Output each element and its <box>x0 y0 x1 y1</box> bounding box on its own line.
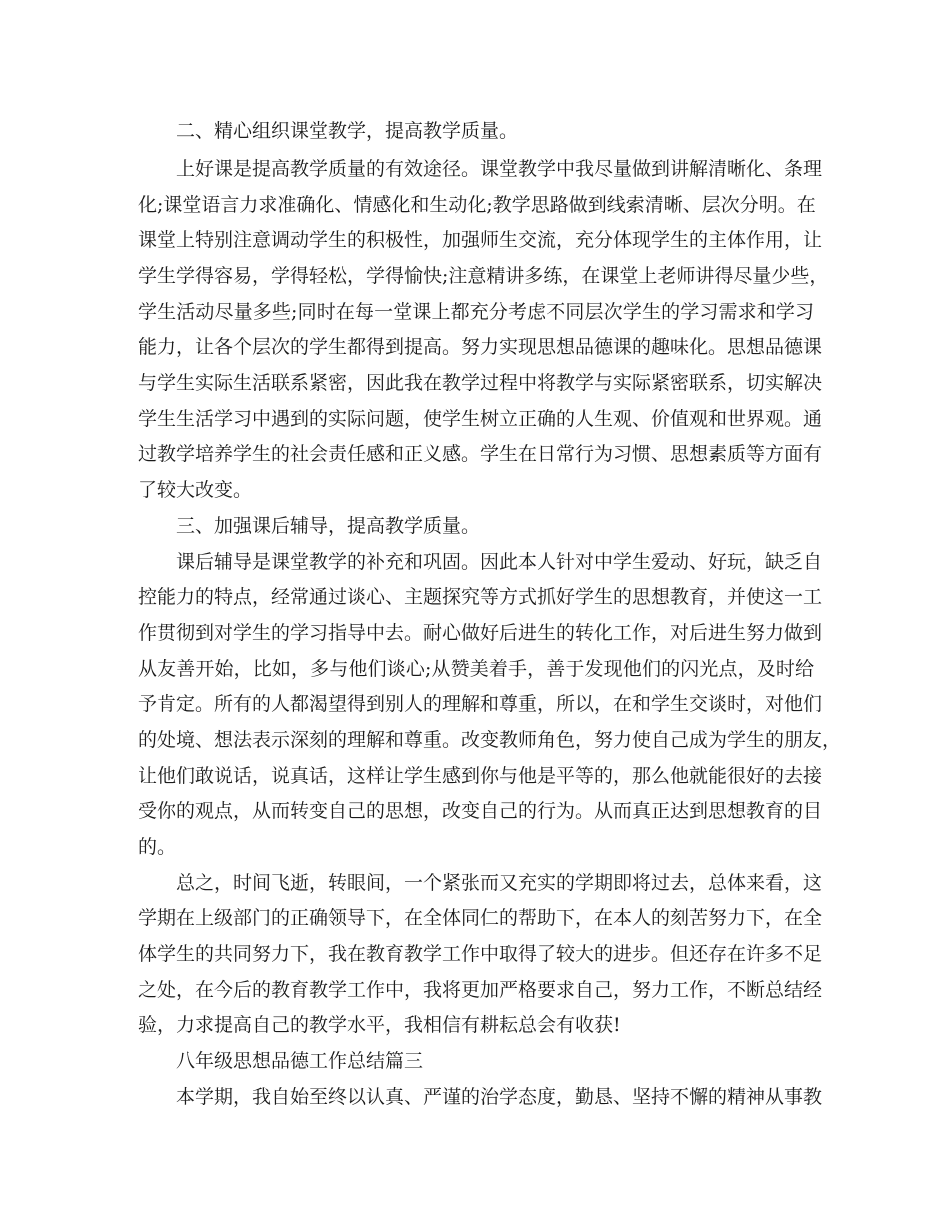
paragraph-line: 总之，时间飞逝，转眼间，一个紧张而又充实的学期即将过去，总体来看，这 <box>176 872 823 894</box>
paragraph-line: 能力，让各个层次的学生都得到提高。努力实现思想品德课的趣味化。思想品德课 <box>138 336 823 358</box>
paragraph-line: 验，力求提高自己的教学水平，我相信有耕耘总会有收获! <box>138 1014 621 1036</box>
paragraph-line: 体学生的共同努力下，我在教育教学工作中取得了较大的进步。但还存在许多不足 <box>138 943 823 965</box>
section-heading: 三、加强课后辅导，提高教学质量。 <box>176 515 481 537</box>
paragraph-line: 本学期，我自始至终以认真、严谨的治学态度，勤恳、坚持不懈的精神从事教 <box>176 1086 823 1108</box>
paragraph-line: 的处境、想法表示深刻的理解和尊重。改变教师角色，努力使自己成为学生的朋友， <box>138 729 842 751</box>
section-title: 八年级思想品德工作总结篇三 <box>176 1050 424 1072</box>
paragraph-line: 学期在上级部门的正确领导下，在全体同仁的帮助下，在本人的刻苦努力下，在全 <box>138 907 823 929</box>
paragraph-line: 学生生活学习中遇到的实际问题，使学生树立正确的人生观、价值观和世界观。通 <box>138 408 823 430</box>
paragraph-line: 之处，在今后的教育教学工作中，我将更加严格要求自己，努力工作，不断总结经 <box>138 979 823 1001</box>
section-heading: 二、精心组织课堂教学，提高教学质量。 <box>176 120 519 142</box>
paragraph-line: 学生学得容易，学得轻松，学得愉快;注意精讲多练，在课堂上老师讲得尽量少些， <box>138 265 829 287</box>
paragraph-line: 过教学培养学生的社会责任感和正义感。学生在日常行为习惯、思想素质等方面有 <box>138 443 823 465</box>
paragraph-line: 学生活动尽量多些;同时在每一堂课上都充分考虑不同层次学生的学习需求和学习 <box>138 301 814 323</box>
paragraph-line: 了较大改变。 <box>138 479 253 501</box>
paragraph-line: 的。 <box>138 836 177 858</box>
paragraph-line: 化;课堂语言力求准确化、情感化和生动化;教学思路做到线索清晰、层次分明。在 <box>138 194 816 216</box>
paragraph-line: 予肯定。所有的人都渴望得到别人的理解和尊重，所以，在和学生交谈时，对他们 <box>138 693 823 715</box>
paragraph-line: 上好课是提高教学质量的有效途径。课堂教学中我尽量做到讲解清晰化、条理 <box>176 158 823 180</box>
paragraph-line: 作贯彻到对学生的学习指导中去。耐心做好后进生的转化工作，对后进生努力做到 <box>138 622 823 644</box>
paragraph-line: 让他们敢说话，说真话，这样让学生感到你与他是平等的，那么他就能很好的去接 <box>138 765 823 787</box>
paragraph-line: 课堂上特别注意调动学生的积极性，加强师生交流，充分体现学生的主体作用，让 <box>138 229 823 251</box>
paragraph-line: 与学生实际生活联系紧密，因此我在教学过程中将教学与实际紧密联系，切实解决 <box>138 372 823 394</box>
paragraph-line: 受你的观点，从而转变自己的思想，改变自己的行为。从而真正达到思想教育的目 <box>138 800 823 822</box>
paragraph-line: 控能力的特点，经常通过谈心、主题探究等方式抓好学生的思想教育，并使这一工 <box>138 586 823 608</box>
paragraph-line: 课后辅导是课堂教学的补充和巩固。因此本人针对中学生爱动、好玩，缺乏自 <box>176 551 823 573</box>
paragraph-line: 从友善开始，比如，多与他们谈心;从赞美着手，善于发现他们的闪光点，及时给 <box>138 658 814 680</box>
